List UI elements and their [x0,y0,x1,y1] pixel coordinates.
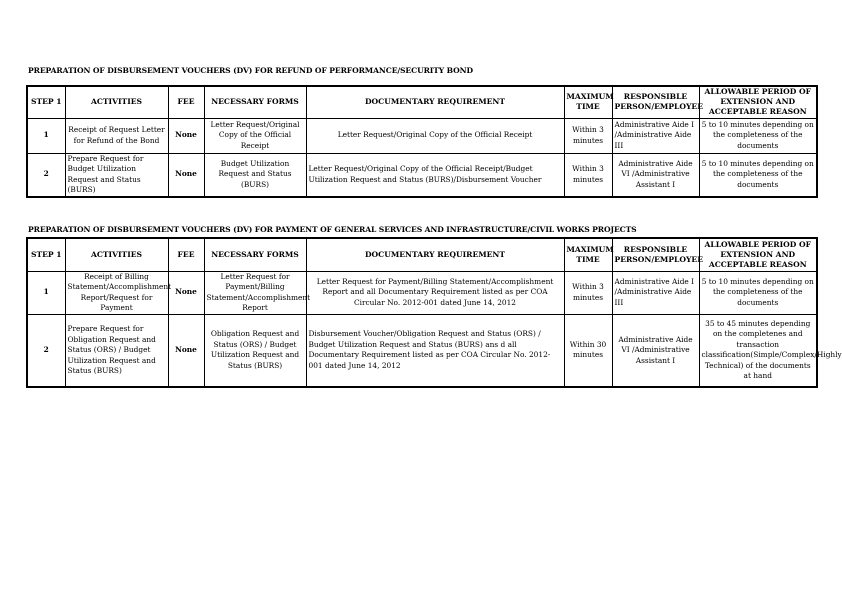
header-person: RESPONSIBLE PERSON/EMPLOYEE [612,238,699,271]
period-cell: 5 to 10 minutes depending on the completeness of the documents [699,271,817,314]
activity-cell: Prepare Request for Budget Utilization Request and Status (BURS) [65,153,168,197]
refund-table [26,85,818,198]
forms-cell: Letter Request/Original Copy of the Official Receipt [204,118,306,153]
time-cell: Within 30 minutes [564,314,612,387]
person-cell: Administrative Aide VI /Administrative Assistant I [612,314,699,387]
forms-cell: Obligation Request and Status (ORS) / Budget Utilization Request and Status (BURS) [204,314,306,387]
header-forms: NECESSARY FORMS [204,86,306,118]
docs-cell: Letter Request/Original Copy of the Official Receipt/Budget Utilization Request and Status (BURS)/Disbursement Voucher [306,153,564,197]
person-cell: Administrative Aide I /Administrative Aide III [612,118,699,153]
header-docs: DOCUMENTARY REQUIREMENT [306,238,564,271]
section-title: PREPARATION OF DISBURSEMENT VOUCHERS (DV) FOR PAYMENT OF GENERAL SERVICES AND INFRASTRUCTURE/CIVIL WORKS PROJECTS [28,225,637,234]
payment-table [26,237,842,388]
period-cell: 5 to 10 minutes depending on the completeness of the documents [699,118,817,153]
fee-cell: None [168,153,204,197]
docs-cell: Letter Request for Payment/Billing Statement/Accomplishment Report and all Documentary Requirement listed as per COA Circular No. 2012-001 dated June 14, 2012 [306,271,564,314]
table-row [27,153,817,197]
fee-cell: None [168,118,204,153]
step-number: 1 [27,118,65,153]
header-max-time: MAXIMUM TIME [564,238,612,271]
time-cell: Within 3 minutes [564,271,612,314]
activity-cell: Receipt of Request Letter for Refund of the Bond [65,118,168,153]
fee-cell: None [168,314,204,387]
person-cell: Administrative Aide VI /Administrative Assistant I [612,153,699,197]
fee-cell: None [168,271,204,314]
header-activities: ACTIVITIES [65,238,168,271]
time-cell: Within 3 minutes [564,153,612,197]
forms-cell: Budget Utilization Request and Status (BURS) [204,153,306,197]
table-row [27,118,817,153]
step-number: 2 [27,314,65,387]
header-fee: FEE [168,86,204,118]
header-fee: FEE [168,238,204,271]
person-cell: Administrative Aide I /Administrative Aide III [612,271,699,314]
step-number: 1 [27,271,65,314]
header-step: STEP 1 [27,238,65,271]
header-person: RESPONSIBLE PERSON/EMPLOYEE [612,86,699,118]
header-docs: DOCUMENTARY REQUIREMENT [306,86,564,118]
step-number: 2 [27,153,65,197]
header-period: ALLOWABLE PERIOD OF EXTENSION AND ACCEPTABLE REASON [699,86,817,118]
header-max-time: MAXIMUM TIME [564,86,612,118]
period-cell: 35 to 45 minutes depending on the completenes and transaction classification(Simple/Complex/Highly Technical) of the documents at hand [699,314,817,387]
header-step: STEP 1 [27,86,65,118]
time-cell: Within 3 minutes [564,118,612,153]
header-activities: ACTIVITIES [65,86,168,118]
header-forms: NECESSARY FORMS [204,238,306,271]
table-row [27,314,817,387]
period-cell: 5 to 10 minutes depending on the completeness of the documents [699,153,817,197]
table-header-row [27,238,817,271]
activity-cell: Receipt of Billing Statement/Accomplishment Report/Request for Payment [65,271,168,314]
docs-cell: Letter Request/Original Copy of the Official Receipt [306,118,564,153]
table-header-row [27,86,817,118]
activity-cell: Prepare Request for Obligation Request and Status (ORS) / Budget Utilization Request and Status (BURS) [65,314,168,387]
forms-cell: Letter Request for Payment/Billing Statement/Accomplishment Report [204,271,306,314]
section-title: PREPARATION OF DISBURSEMENT VOUCHERS (DV) FOR REFUND OF PERFORMANCE/SECURITY BOND [28,66,473,75]
docs-cell: Disbursement Voucher/Obligation Request and Status (ORS) / Budget Utilization Request and Status (BURS) ans d all Documentary Requirement listed as per COA Circular No. 2012-001 dated June 14, 2012 [306,314,564,387]
header-period: ALLOWABLE PERIOD OF EXTENSION AND ACCEPTABLE REASON [699,238,817,271]
table-row [27,271,817,314]
